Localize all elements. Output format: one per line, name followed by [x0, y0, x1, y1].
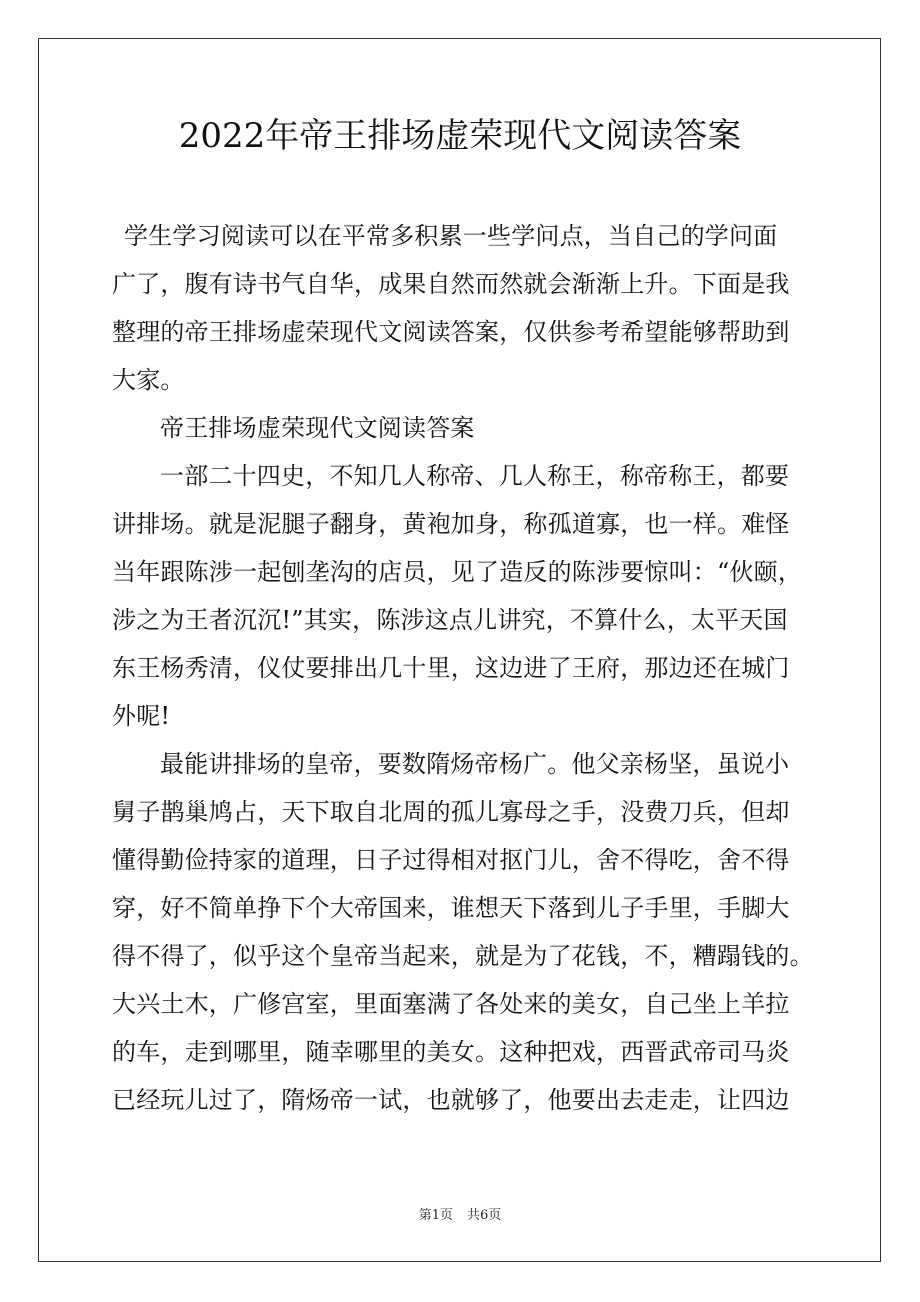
- page-total: 共6页: [467, 1208, 502, 1223]
- paragraph-line: 得不得了，似乎这个皇帝当起来，就是为了花钱，不，糟蹋钱的。: [112, 942, 814, 970]
- paragraph-line: 的车，走到哪里，随幸哪里的美女。这种把戏，西晋武帝司马炎: [112, 1038, 790, 1066]
- paragraph-line: 已经玩儿过了，隋炀帝一试，也就够了，他要出去走走，让四边: [112, 1086, 790, 1114]
- page-number: 第1页: [418, 1208, 453, 1223]
- paragraph-line: 最能讲排场的皇帝，要数隋炀帝杨广。他父亲杨坚，虽说小: [160, 750, 790, 778]
- paragraph-line: 懂得勤俭持家的道理，日子过得相对抠门儿，舍不得吃，舍不得: [112, 846, 790, 874]
- paragraph-line: 东王杨秀清，仪仗要排出几十里，这边进了王府，那边还在城门: [112, 654, 790, 682]
- paragraph-line: 广了，腹有诗书气自华，成果自然而然就会渐渐上升。下面是我: [112, 270, 790, 298]
- paragraph-line: 大兴土木，广修宫室，里面塞满了各处来的美女，自己坐上羊拉: [112, 990, 790, 1018]
- document-body: [112, 212, 832, 1124]
- page-footer: [0, 1206, 920, 1226]
- paragraph-line: 整理的帝王排场虚荣现代文阅读答案，仅供参考希望能够帮助到: [112, 318, 790, 346]
- paragraph-line: 外呢!: [112, 702, 171, 730]
- section-heading: 帝王排场虚荣现代文阅读答案: [160, 414, 475, 442]
- paragraph-line: 讲排场。就是泥腿子翻身，黄袍加身，称孤道寡，也一样。难怪: [112, 510, 790, 538]
- paragraph-line: 一部二十四史，不知几人称帝、几人称王，称帝称王，都要: [160, 462, 790, 490]
- paragraph-line: 舅子鹊巢鸠占，天下取自北周的孤儿寡母之手，没费刀兵，但却: [112, 798, 790, 826]
- paragraph-line: 大家。: [112, 366, 185, 394]
- document-title: 2022年帝王排场虚荣现代文阅读答案: [178, 116, 742, 156]
- paragraph-line: 涉之为王者沉沉!”其实，陈涉这点儿讲究，不算什么，太平天国: [112, 606, 788, 634]
- paragraph-line: 当年跟陈涉一起刨垄沟的店员，见了造反的陈涉要惊叫：“伙颐，: [112, 558, 803, 586]
- paragraph-line: 学生学习阅读可以在平常多积累一些学问点，当自己的学问面: [124, 222, 778, 250]
- paragraph-line: 穿，好不简单挣下个大帝国来，谁想天下落到儿子手里，手脚大: [112, 894, 790, 922]
